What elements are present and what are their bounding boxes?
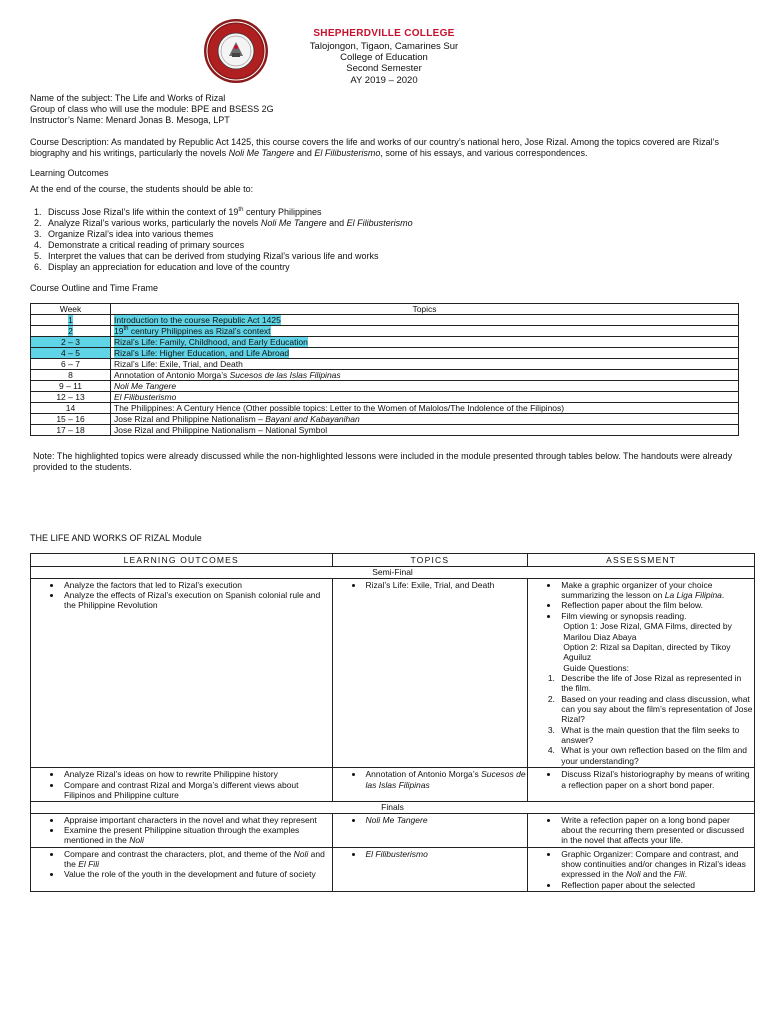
table-row: 4 – 5 Rizal’s Life: Higher Education, and Life Abroad xyxy=(31,348,739,359)
table-row: 6 – 7 Rizal’s Life: Exile, Trial, and Death xyxy=(31,359,739,370)
outcome-item: 6. Display an appreciation for education and love of the country xyxy=(44,262,738,273)
module-table xyxy=(30,553,755,892)
semi-final-band: Semi-Final xyxy=(31,567,755,578)
description-fili: El Filibusterismo xyxy=(314,148,381,159)
learning-outcomes-heading: Learning Outcomes xyxy=(30,168,109,178)
class-group: Group of class who will use the module: BPE and BSESS 2G xyxy=(30,103,274,114)
table-row: 1 Introduction to the course Republic Act 1425 xyxy=(31,315,739,326)
outcome-item: 1. Discuss Jose Rizal’s life within the context of 19th century Philippines xyxy=(44,207,738,218)
outcome-item: 4. Demonstrate a critical reading of primary sources xyxy=(44,240,738,251)
semester: Second Semester xyxy=(346,63,422,75)
learning-outcomes-header: LEARNING OUTCOMES xyxy=(31,554,333,567)
school-name: SHEPHERDVILLE COLLEGE xyxy=(313,28,455,39)
document-header xyxy=(0,28,768,86)
school-address: Talojongon, Tigaon, Camarines Sur xyxy=(309,40,459,52)
topics-header: Topics xyxy=(111,304,739,315)
table-row: 9 – 11 Noli Me Tangere xyxy=(31,381,739,392)
outcome-item: 2. Analyze Rizal’s various works, particularly the novels Noli Me Tangere and El Filibusterismo xyxy=(44,218,738,229)
table-row: • Analyze Rizal’s ideas on how to rewrite Philippine history • Compare and contrast Rizal and Morga’s different views about Filipinos and Philippine culture • Annotation of Antonio Morga’s Sucesos de las Islas Filipinas • Discuss Rizal’s historiography by means of writing a reflection paper on a short bond paper. xyxy=(31,768,755,802)
table-row: 8 Annotation of Antonio Morga’s Sucesos de las Islas Filipinas xyxy=(31,370,739,381)
academic-year: AY 2019 – 2020 xyxy=(350,74,418,86)
assessment-header: ASSESSMENT xyxy=(528,554,755,567)
description-text: Course Description: As mandated by Republic Act 1425, this course covers the life and works of our country’s national hero, Jose Rizal. Among the topics covered are Rizal’s biography and his writings, particularly the novels xyxy=(30,137,720,159)
table-row: 12 – 13 El Filibusterismo xyxy=(31,392,739,403)
finals-band: Finals xyxy=(31,802,755,813)
course-description: Course Description: As mandated by Republic Act 1425, this course covers the life and works of our country’s national hero, Jose Rizal. Among the topics covered are Rizal’s biography and his writings, particularly the novels Noli Me Tangere and El Filibusterismo, some of his essays, and various correspondences. xyxy=(30,137,720,159)
course-info xyxy=(30,93,740,126)
learning-outcomes-intro: At the end of the course, the students should be able to: xyxy=(30,184,254,194)
subject-name: Name of the subject: The Life and Works of Rizal xyxy=(30,93,226,103)
week-header: Week xyxy=(31,304,111,315)
topics-header: TOPICS xyxy=(332,554,528,567)
outline-note: Note: The highlighted topics were already discussed while the non-highlighted lessons were included in the module presented through tables below. The handouts were already provided to the students. xyxy=(33,451,733,473)
module-title: THE LIFE AND WORKS OF RIZAL Module xyxy=(30,533,202,543)
table-row: • Appraise important characters in the novel and what they represent • Examine the present Philippine situation through the examples mentioned in the Noli • Noli Me Tangere • Write a refection paper on a long bond paper about the recurring them presented or discussed in the novel that affects your life. xyxy=(31,813,755,847)
outcome-item: 3. Organize Rizal’s idea into various themes xyxy=(44,229,738,240)
learning-outcomes-list xyxy=(28,207,738,273)
college-name: College of Education xyxy=(340,51,428,63)
table-row: 15 – 16 Jose Rizal and Philippine Nationalism – Bayani and Kabayanihan xyxy=(31,414,739,425)
table-row: 2 19th century Philippines as Rizal’s context xyxy=(31,326,739,337)
table-row: 14 The Philippines: A Century Hence (Other possible topics: Letter to the Women of Malolos/The Indolence of the Filipinos) xyxy=(31,403,739,414)
instructor-name: Instructor’s Name: Menard Jonas B. Mesoga, LPT xyxy=(30,114,230,125)
course-outline-heading: Course Outline and Time Frame xyxy=(30,283,159,293)
table-row: 2 – 3 Rizal’s Life: Family, Childhood, and Early Education xyxy=(31,337,739,348)
table-row: • Compare and contrast the characters, plot, and theme of the Noli and the El Fili • Value the role of the youth in the development and future of society • El Filibusterismo • Graphic Organizer: Compare and contrast, and show continuities and/or changes in Rizal’s ideas expressed in the Noli and the Fili. • Reflection paper about the selected xyxy=(31,847,755,891)
table-row: 17 – 18 Jose Rizal and Philippine Nationalism – National Symbol xyxy=(31,425,739,436)
course-outline-table xyxy=(30,303,739,436)
description-noli: Noli Me Tangere xyxy=(228,148,295,159)
outcome-item: 5. Interpret the values that can be derived from studying Rizal’s various life and works xyxy=(44,251,738,262)
table-row: • Analyze the factors that led to Rizal’s execution • Analyze the effects of Rizal’s execution on Spanish colonial rule and the Philippine Revolution • Rizal’s Life: Exile, Trial, and Death • Make a graphic organizer of your choice summarizing the lesson on La Liga Filipina. • Reflection paper about the film below. • Film viewing or synopsis reading. Option 1: Jose Rizal, GMA Films, directed by Marilou Diaz Abaya Option 2: Rizal sa Dapitan, directed by Tikoy Aguiluz Guide Questions: 1. Describe the life of Jose Rizal as represented in the film. 2. Based on your reading and class discussion, what can you say about the film’s representation of Jose Rizal? 3. What is the main question that the film seeks to answer? 4. What is your own reflection based on the film and your understanding? xyxy=(31,578,755,767)
